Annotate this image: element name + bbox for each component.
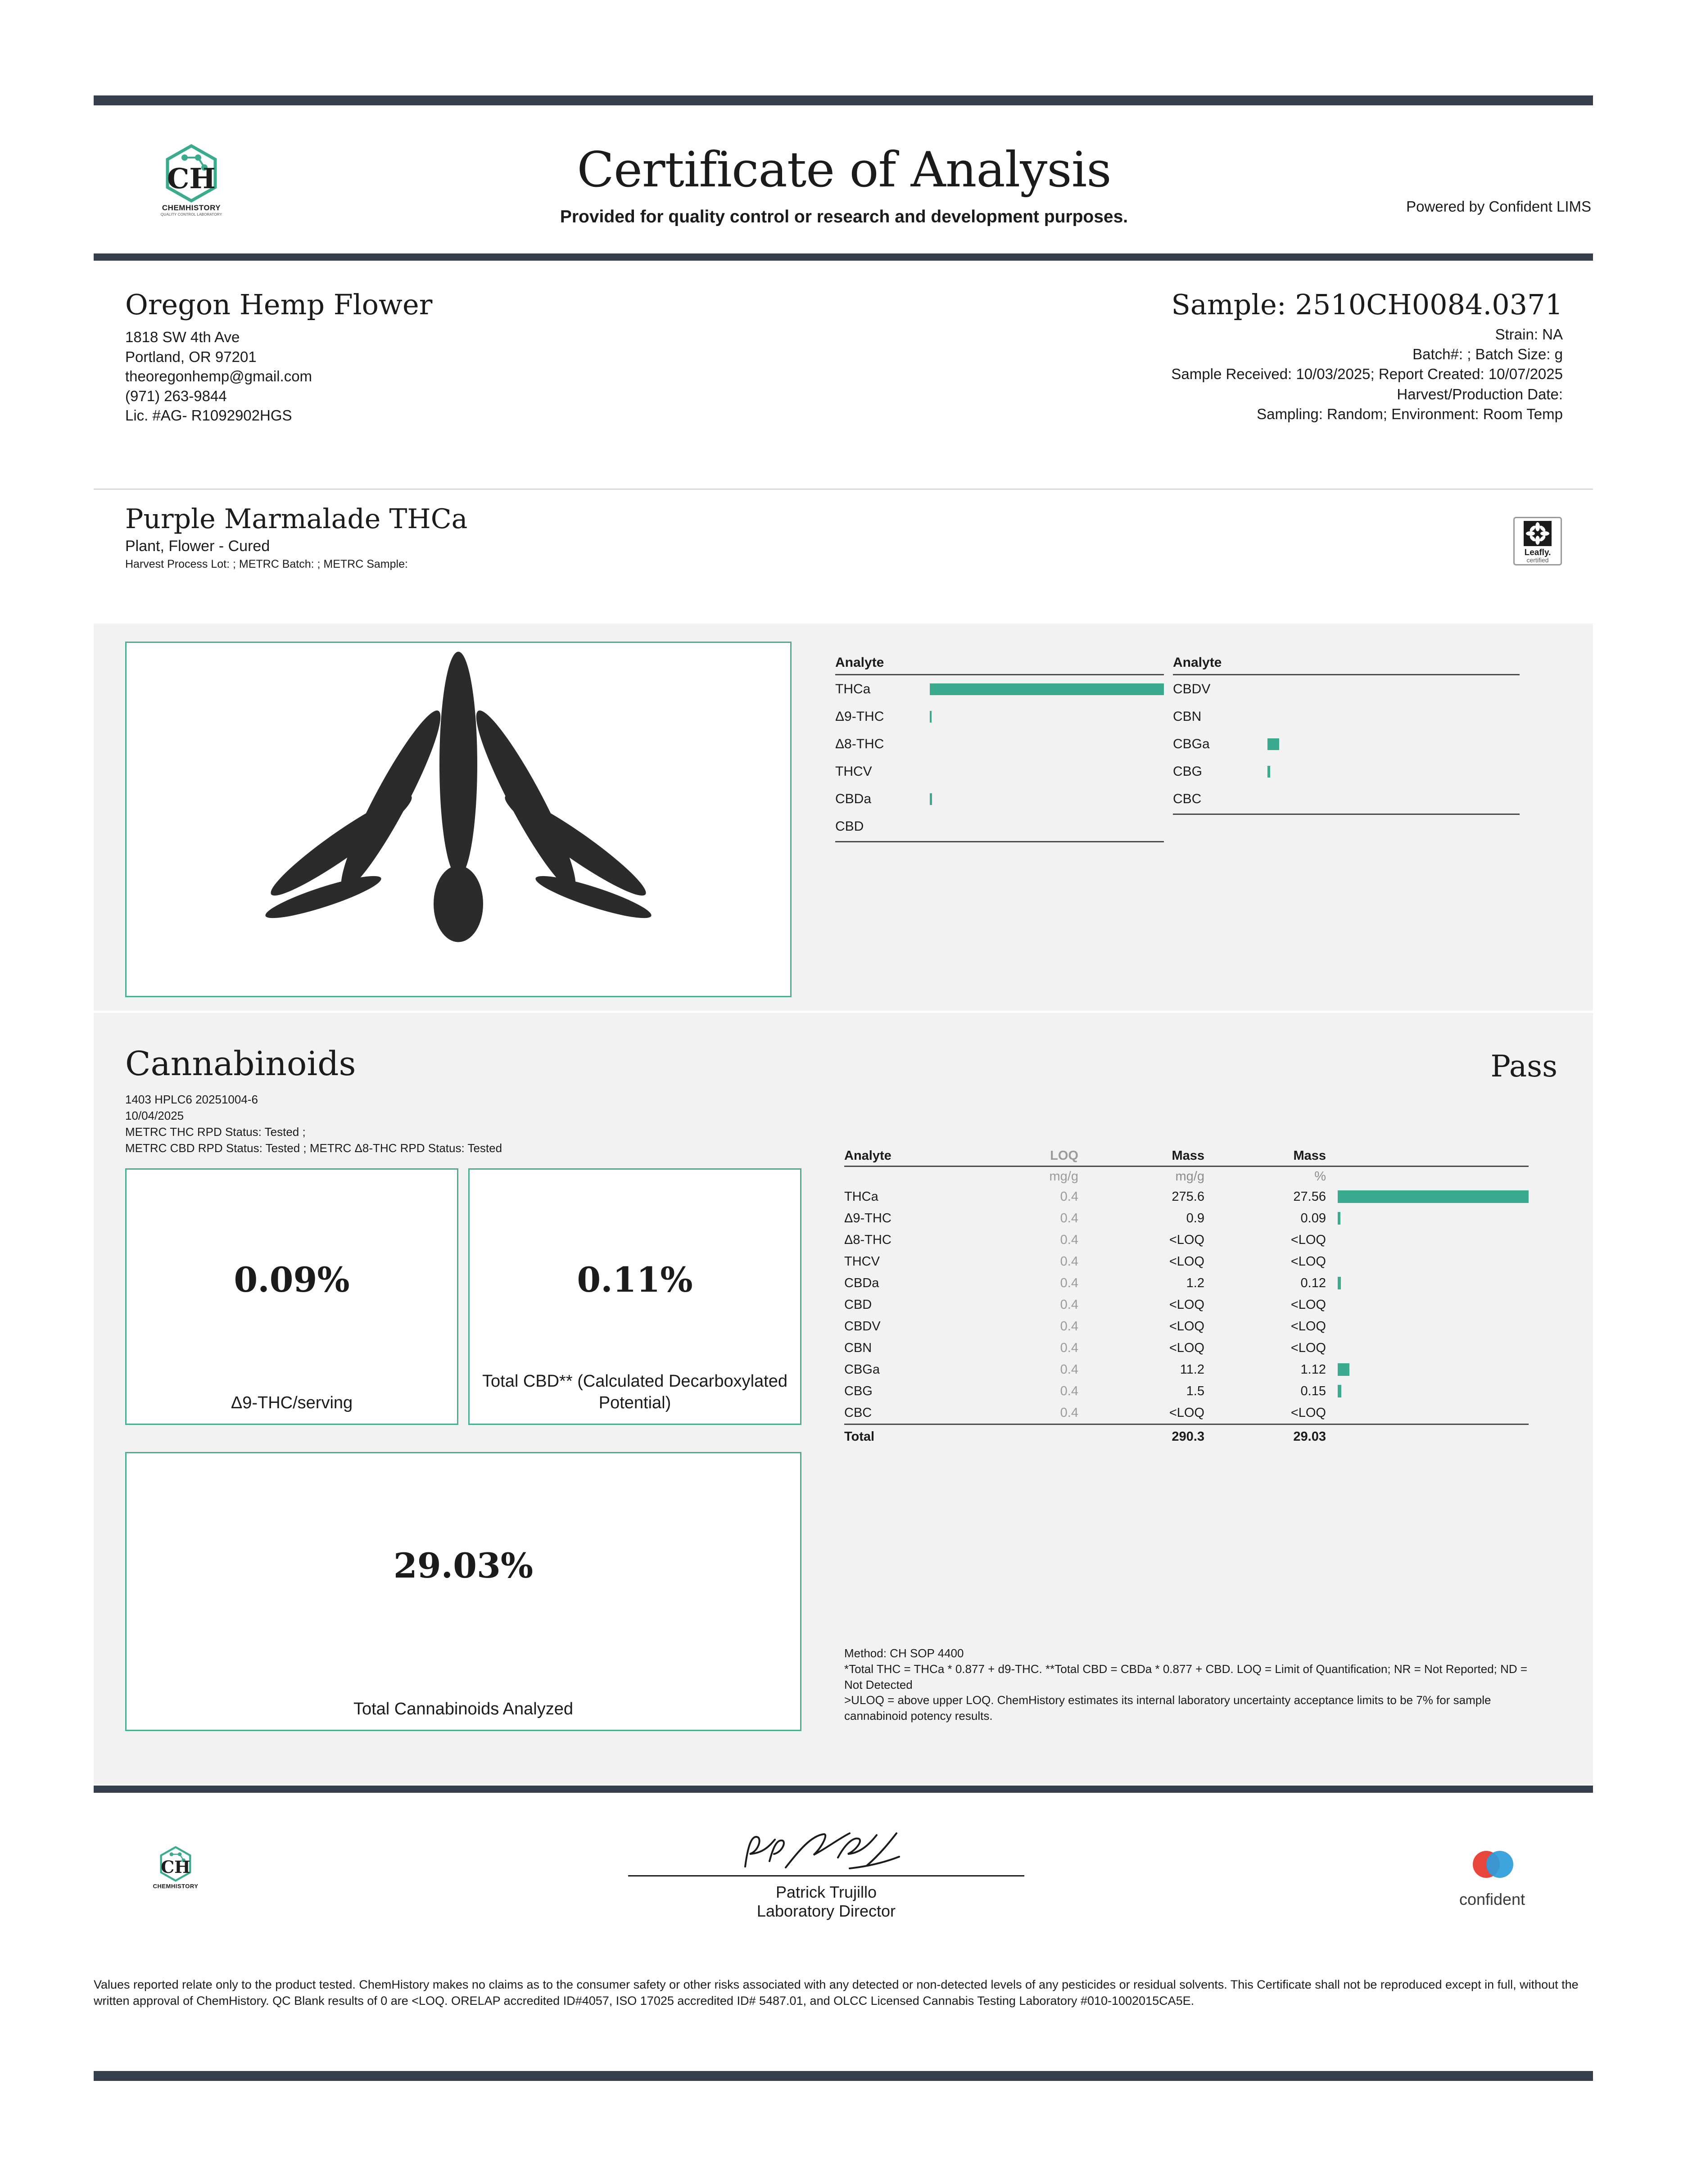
units-mass-mgg: mg/g [1175, 1169, 1204, 1184]
bar [1338, 1277, 1341, 1289]
mini-analyte-label: CBC [1173, 791, 1202, 806]
mini-row [835, 758, 1164, 785]
sample-strain: Strain: NA [1495, 326, 1563, 343]
units-loq: mg/g [1049, 1169, 1078, 1184]
cell-mass-pct: 27.56 [1293, 1189, 1326, 1204]
meta-thc-rpd: METRC THC RPD Status: Tested ; [125, 1125, 306, 1139]
cell-mass-mgg: 275.6 [1172, 1189, 1204, 1204]
product-name: Purple Marmalade THCa [125, 503, 468, 535]
cell-loq: 0.4 [1060, 1254, 1078, 1269]
method-name: Method: CH SOP 4400 [844, 1646, 964, 1660]
mini-analyte-label: CBG [1173, 764, 1203, 779]
mini-row [1173, 703, 1520, 730]
mini-bar-track [930, 793, 1164, 805]
mini-analyte-label: CBN [1173, 709, 1202, 724]
company-divider [94, 488, 1593, 490]
table-row [844, 1316, 1529, 1337]
cell-analyte: CBG [844, 1384, 873, 1398]
mini-analyte-label: THCV [835, 764, 872, 779]
leafly-certified-badge [1513, 517, 1562, 565]
cell-mass-mgg: 1.5 [1186, 1384, 1204, 1398]
column-header-analyte: Analyte [844, 1148, 892, 1163]
leafly-flower-icon [1515, 521, 1561, 548]
mini-row [1173, 758, 1520, 785]
total-mass-mgg: 290.3 [1172, 1429, 1204, 1444]
mini-header-analyte: Analyte [835, 655, 884, 670]
cell-analyte: Δ9-THC [844, 1211, 892, 1225]
footer-logo-caption: CHEMHISTORY [153, 1883, 199, 1890]
column-header-bar [1338, 1149, 1529, 1162]
bar-track [1338, 1385, 1529, 1397]
meta-run-date: 10/04/2025 [125, 1108, 184, 1122]
footer-disclaimer: Values reported relate only to the product tested. ChemHistory makes no claims as to the consumer safety or other risks associated with any detected or non-detected levels of any pesticides or residual solvents. This Certificate shall not be reproduced except in full, without the written approval of ChemHistory. QC Blank results of 0 are <LOQ. ORELAP accredited ID#4057, ISO 17025 accredited ID# 5487.01, and OLCC Licensed Cannabis Testing Laboratory #010-1002015CA5E. [94, 1978, 1579, 2008]
cell-analyte: CBDV [844, 1319, 881, 1334]
total-bar [1338, 1430, 1529, 1443]
cell-mass-mgg: 1.2 [1186, 1275, 1204, 1290]
cell-mass-mgg: <LOQ [1169, 1319, 1204, 1334]
mini-analyte-table-left [835, 655, 1164, 842]
top-rule [94, 95, 1593, 105]
cell-analyte: THCa [844, 1189, 878, 1204]
leafly-label: Leafly. [1524, 548, 1551, 557]
cell-loq: 0.4 [1060, 1405, 1078, 1420]
mini-bar [1267, 738, 1279, 750]
mini-table-bottom-rule [1173, 814, 1520, 815]
units-mass-pct: % [1314, 1169, 1326, 1184]
bar-track [1338, 1320, 1529, 1333]
column-header-mass-pct: Mass [1293, 1148, 1326, 1163]
bottom-rule [94, 2071, 1593, 2081]
confident-label: confident [1459, 1890, 1525, 1908]
table-row [844, 1186, 1529, 1207]
logo-caption: CHEMHISTORY [162, 203, 221, 212]
method-notes [844, 1646, 1533, 1724]
header-divider [94, 253, 1593, 261]
mini-row [1173, 730, 1520, 758]
bar-track [1338, 1363, 1529, 1376]
cell-analyte: CBC [844, 1405, 872, 1420]
mini-bar-track [930, 683, 1164, 695]
cell-mass-pct: <LOQ [1290, 1405, 1326, 1420]
mini-analyte-table-right [1173, 655, 1520, 815]
cell-loq: 0.4 [1060, 1384, 1078, 1398]
company-name: Oregon Hemp Flower [125, 288, 433, 321]
table-header-row [844, 1146, 1529, 1167]
bar [1338, 1212, 1340, 1225]
mini-bar [1267, 766, 1270, 778]
mini-analyte-label: CBDa [835, 791, 872, 806]
cell-loq: 0.4 [1060, 1189, 1078, 1204]
mini-row [835, 785, 1164, 813]
confident-logo [1427, 1844, 1557, 1909]
cell-mass-mgg: <LOQ [1169, 1297, 1204, 1312]
cell-mass-mgg: <LOQ [1169, 1232, 1204, 1247]
cell-analyte: CBD [844, 1297, 872, 1312]
page-subtitle: Provided for quality control or research and development purposes. [560, 207, 1128, 226]
bar-track [1338, 1277, 1529, 1289]
bar [1338, 1363, 1349, 1376]
sample-photo-panel [125, 642, 792, 997]
units-bar [1338, 1170, 1529, 1183]
cell-mass-pct: <LOQ [1290, 1232, 1326, 1247]
mini-bar-track [1267, 766, 1520, 778]
cell-analyte: THCV [844, 1254, 880, 1269]
product-block [125, 503, 467, 571]
cannabinoids-meta [125, 1092, 502, 1157]
cell-mass-mgg: <LOQ [1169, 1254, 1204, 1269]
cell-loq: 0.4 [1060, 1340, 1078, 1355]
company-phone: (971) 263-9844 [125, 387, 227, 404]
mini-table-header [835, 655, 1164, 675]
cell-mass-pct: 0.15 [1300, 1384, 1326, 1398]
mini-bar [930, 683, 1164, 695]
table-row [844, 1229, 1529, 1251]
mini-bar-track [1267, 711, 1520, 723]
meta-cbd-rpd: METRC CBD RPD Status: Tested ; METRC Δ8-THC RPD Status: Tested [125, 1141, 502, 1155]
cell-loq: 0.4 [1060, 1275, 1078, 1290]
confident-mark-icon [1427, 1844, 1557, 1887]
mini-analyte-label: Δ9-THC [835, 709, 884, 724]
svg-text:CH: CH [167, 162, 216, 195]
bar [1338, 1190, 1529, 1203]
cell-mass-pct: 1.12 [1300, 1362, 1326, 1377]
total-mass-pct: 29.03 [1293, 1429, 1326, 1444]
chemhistory-hex-icon-footer [159, 1846, 192, 1882]
cell-loq: 0.4 [1060, 1232, 1078, 1247]
bar-track [1338, 1298, 1529, 1311]
mini-analyte-label: Δ8-THC [835, 736, 884, 751]
mini-table-header [1173, 655, 1520, 675]
mini-bar-track [1267, 793, 1520, 805]
total-cannabinoids-caption: Total Cannabinoids Analyzed [353, 1699, 573, 1718]
signature-line [628, 1875, 1024, 1877]
page-title: Certificate of Analysis [577, 142, 1111, 198]
powered-by-label: Powered by Confident LIMS [1406, 198, 1591, 215]
mini-analyte-label: CBGa [1173, 736, 1210, 751]
cell-mass-mgg: 11.2 [1180, 1362, 1204, 1377]
mini-row [835, 675, 1164, 703]
product-lot-info: Harvest Process Lot: ; METRC Batch: ; METRC Sample: [125, 558, 408, 570]
status-badge: Pass [1490, 1049, 1557, 1084]
mini-row [835, 730, 1164, 758]
cannabinoids-section-title: Cannabinoids [125, 1045, 356, 1083]
total-cbd-caption: Total CBD** (Calculated Decarboxylated Potential) [482, 1372, 787, 1412]
total-label: Total [844, 1429, 875, 1444]
thc-serving-value: 0.09% [234, 1260, 350, 1300]
table-row [844, 1294, 1529, 1316]
column-header-loq: LOQ [1050, 1148, 1078, 1163]
table-row [844, 1272, 1529, 1294]
sample-block [797, 288, 1563, 424]
mini-bar-track [930, 711, 1164, 723]
value-box-total-cannabinoids [125, 1452, 801, 1731]
bar-track [1338, 1342, 1529, 1354]
bar [1338, 1385, 1341, 1397]
cell-mass-pct: <LOQ [1290, 1254, 1326, 1269]
method-uncertainty-note: >ULOQ = above upper LOQ. ChemHistory estimates its internal laboratory uncertainty acceptance limits to be 7% for sample cannabinoid potency results. [844, 1693, 1491, 1723]
signer-name: Patrick Trujillo [775, 1883, 877, 1901]
sample-batch: Batch#: ; Batch Size: g [1412, 346, 1563, 363]
mini-analyte-label: CBDV [1173, 681, 1211, 696]
mini-bar [930, 793, 932, 805]
company-block [125, 288, 801, 425]
table-row [844, 1207, 1529, 1229]
cell-mass-pct: <LOQ [1290, 1340, 1326, 1355]
logo-subcaption: QUALITY CONTROL LABORATORY [160, 213, 222, 217]
cell-loq: 0.4 [1060, 1319, 1078, 1334]
company-license: Lic. #AG- R1092902HGS [125, 407, 292, 424]
cannabinoid-results-table [844, 1146, 1529, 1448]
sample-harvest-date: Harvest/Production Date: [1397, 385, 1563, 402]
mini-bar-track [1267, 683, 1520, 695]
value-box-thc-per-serving [125, 1168, 458, 1425]
cell-mass-pct: <LOQ [1290, 1319, 1326, 1334]
mini-row [835, 703, 1164, 730]
cell-analyte: CBN [844, 1340, 872, 1355]
svg-text:CH: CH [161, 1857, 190, 1877]
cell-loq: 0.4 [1060, 1362, 1078, 1377]
sample-sampling: Sampling: Random; Environment: Room Temp [1257, 405, 1563, 422]
bar-track [1338, 1406, 1529, 1419]
mini-bar-track [930, 738, 1164, 750]
cell-analyte: CBGa [844, 1362, 880, 1377]
cell-mass-mgg: <LOQ [1169, 1340, 1204, 1355]
mini-bar [930, 711, 932, 723]
cell-mass-mgg: <LOQ [1169, 1405, 1204, 1420]
bar-track [1338, 1255, 1529, 1268]
mini-row [835, 813, 1164, 840]
bar-track [1338, 1212, 1529, 1225]
mini-row [1173, 785, 1520, 813]
cell-analyte: Δ8-THC [844, 1232, 892, 1247]
signer-role: Laboratory Director [756, 1902, 896, 1920]
signature-image [628, 1828, 1024, 1875]
table-row [844, 1337, 1529, 1359]
value-box-total-cbd [468, 1168, 801, 1425]
mini-analyte-label: THCa [835, 681, 871, 696]
company-address-line2: Portland, OR 97201 [125, 348, 257, 365]
cannabis-leaf-icon [256, 652, 661, 987]
table-total-row [844, 1424, 1529, 1448]
signature-block [628, 1828, 1024, 1921]
table-units-row [844, 1167, 1529, 1186]
mini-row [1173, 675, 1520, 703]
cell-loq: 0.4 [1060, 1211, 1078, 1225]
mini-bar-track [1267, 738, 1520, 750]
table-row [844, 1402, 1529, 1424]
table-row [844, 1380, 1529, 1402]
mini-bar-track [930, 821, 1164, 832]
sample-id: Sample: 2510CH0084.0371 [1171, 288, 1563, 321]
footer-divider [94, 1786, 1593, 1793]
thc-serving-caption: Δ9-THC/serving [231, 1393, 353, 1412]
table-row [844, 1251, 1529, 1272]
total-cannabinoids-value: 29.03% [393, 1546, 534, 1586]
company-address-line1: 1818 SW 4th Ave [125, 329, 240, 345]
sample-received: Sample Received: 10/03/2025; Report Created: 10/07/2025 [1171, 366, 1563, 383]
mini-analyte-label: CBD [835, 818, 864, 834]
product-type: Plant, Flower - Cured [125, 538, 270, 555]
cell-loq: 0.4 [1060, 1297, 1078, 1312]
cell-mass-pct: <LOQ [1290, 1297, 1326, 1312]
leafly-certified-label: certified [1526, 556, 1549, 564]
method-formula-note: *Total THC = THCa * 0.877 + d9-THC. **Total CBD = CBDa * 0.877 + CBD. LOQ = Limit of Quantification; NR = Not Reported; ND = Not Detected [844, 1662, 1528, 1691]
table-row [844, 1359, 1529, 1380]
footer-chemhistory-logo [135, 1846, 216, 1890]
total-cbd-value: 0.11% [577, 1260, 693, 1300]
mini-bar-track [930, 766, 1164, 778]
cell-mass-pct: 0.12 [1300, 1275, 1326, 1290]
column-header-mass-mgg: Mass [1172, 1148, 1204, 1163]
bar-track [1338, 1190, 1529, 1203]
mini-table-bottom-rule [835, 841, 1164, 842]
cell-analyte: CBDa [844, 1275, 879, 1290]
company-email: theoregonhemp@gmail.com [125, 368, 312, 385]
cell-mass-mgg: 0.9 [1186, 1211, 1204, 1225]
meta-run-id: 1403 HPLC6 20251004-6 [125, 1093, 258, 1106]
mini-header-analyte: Analyte [1173, 655, 1222, 670]
bar-track [1338, 1234, 1529, 1246]
cell-mass-pct: 0.09 [1300, 1211, 1326, 1225]
